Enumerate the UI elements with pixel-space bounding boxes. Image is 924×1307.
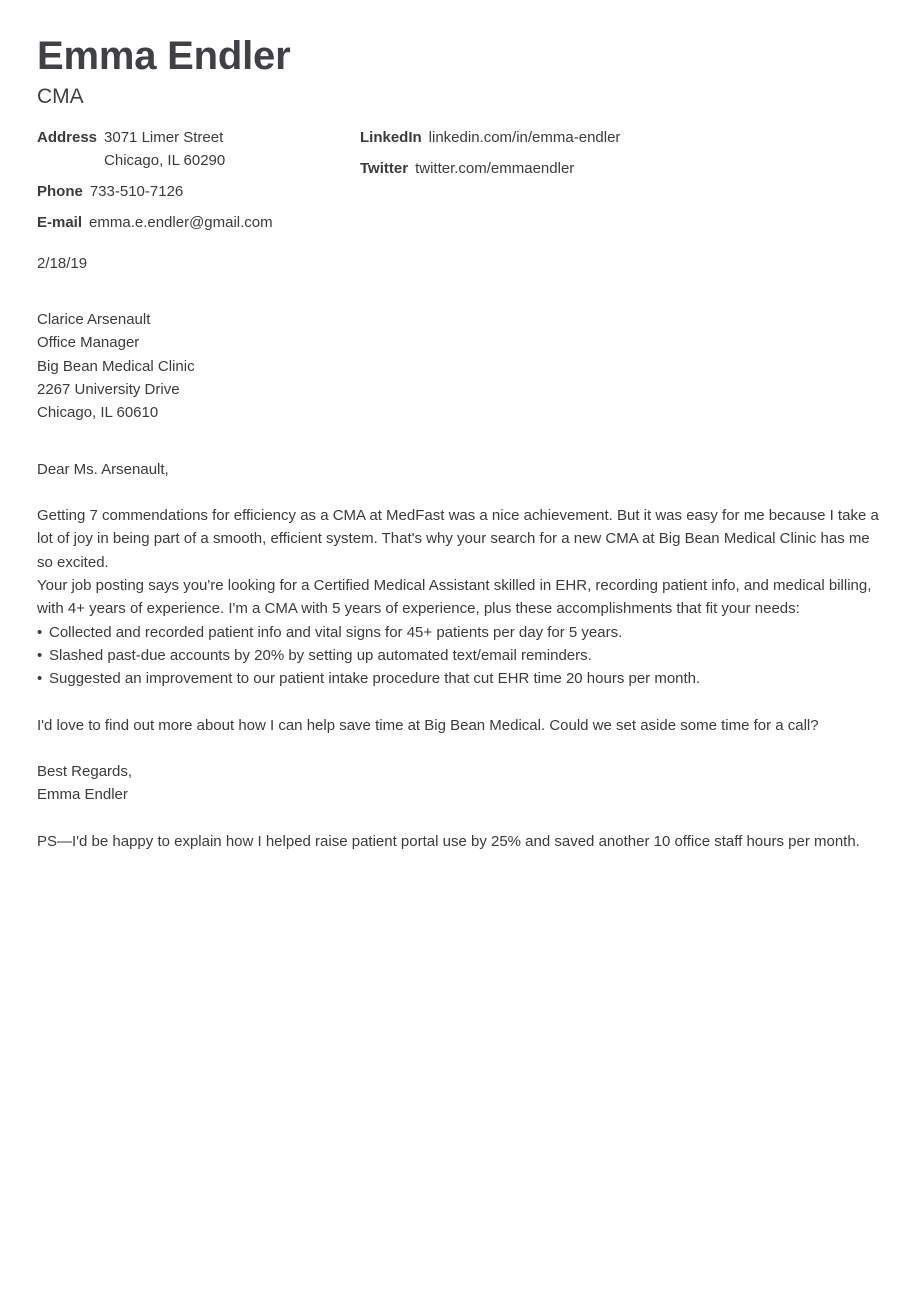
recipient-block xyxy=(37,308,195,424)
phone-value: 733-510-7126 xyxy=(89,183,184,200)
twitter-value[interactable]: twitter.com/emmaendler xyxy=(415,160,575,177)
recipient-city: Chicago, IL 60610 xyxy=(37,404,159,422)
phone-row xyxy=(37,180,273,203)
address-row xyxy=(37,126,273,172)
linkedin-row xyxy=(360,126,620,149)
contact-right-column xyxy=(360,126,620,180)
email-value[interactable]: emma.e.endler@gmail.com xyxy=(89,214,273,231)
closing: Best Regards, xyxy=(37,763,133,780)
salutation: Dear Ms. Arsenault, xyxy=(37,461,169,478)
list-item: • Collected and recorded patient info and vital signs for 45+ patients per day for 5 years. xyxy=(37,621,887,644)
accomplishments-list xyxy=(37,621,887,691)
address-value xyxy=(104,126,225,172)
paragraph-qualifications-text: Your job posting says you're looking for a Certified Medical Assistant skilled in EHR, recording patient info, and medical billing, with 4+ years of experience. I'm a CMA with 5 years of experience, plus these accomplishments that fit your needs: xyxy=(37,577,872,618)
postscript: PS—I'd be happy to explain how I helped raise patient portal use by 25% and saved another 10 office staff hours per month. xyxy=(37,833,860,850)
applicant-title: CMA xyxy=(37,85,84,108)
address-line-2: Chicago, IL 60290 xyxy=(104,152,226,169)
recipient-role: Office Manager xyxy=(37,334,140,352)
list-item: • Slashed past-due accounts by 20% by setting up automated text/email reminders. xyxy=(37,644,887,667)
paragraph-intro: Getting 7 commendations for efficiency as a CMA at MedFast was a nice achievement. But it was easy for me because I take a lot of joy in being part of a smooth, efficient system. That's why your search for a new CMA at Big Bean Medical Clinic has me so excited. xyxy=(37,507,879,571)
applicant-name: Emma Endler xyxy=(37,34,291,78)
contact-left-column xyxy=(37,126,273,234)
paragraph-qualifications xyxy=(37,574,887,690)
linkedin-label: LinkedIn xyxy=(360,129,422,146)
recipient-company: Big Bean Medical Clinic xyxy=(37,357,195,375)
email-row xyxy=(37,211,273,234)
closing-block xyxy=(37,760,887,807)
address-label: Address xyxy=(37,129,98,146)
phone-label: Phone xyxy=(37,183,83,200)
letter-date: 2/18/19 xyxy=(37,255,88,272)
recipient-name: Clarice Arsenault xyxy=(37,311,151,328)
email-label: E-mail xyxy=(37,214,83,231)
recipient-street: 2267 University Drive xyxy=(37,380,180,398)
address-line-1: 3071 Limer Street xyxy=(104,129,224,146)
twitter-row xyxy=(360,157,620,180)
linkedin-value[interactable]: linkedin.com/in/emma-endler xyxy=(428,129,621,146)
paragraph-call-to-action: I'd love to find out more about how I can help save time at Big Bean Medical. Could we set aside some time for a call? xyxy=(37,717,819,734)
list-item: • Suggested an improvement to our patient intake procedure that cut EHR time 20 hours per month. xyxy=(37,667,887,690)
twitter-label: Twitter xyxy=(360,160,409,177)
signature: Emma Endler xyxy=(37,786,128,804)
